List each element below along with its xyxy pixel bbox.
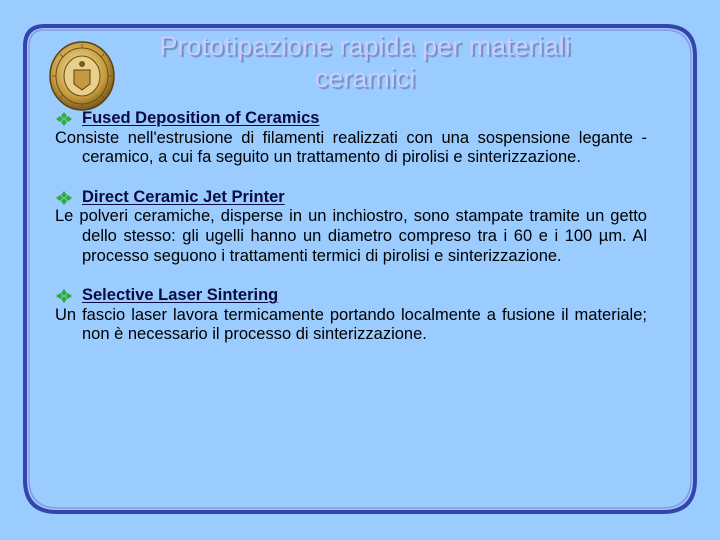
section-heading bbox=[55, 188, 647, 208]
slide-content bbox=[55, 109, 647, 365]
section-body: Le polveri ceramiche, disperse in un inchiostro, sono stampate tramite un getto dello stesso: gli ugelli hanno un diametro compreso tra i 60 e i 100 µm. Al processo seguono i trattamenti termici di pirolisi e sinterizzazione. bbox=[55, 207, 647, 265]
slide-title bbox=[110, 30, 620, 94]
section-direct-ceramic-jet bbox=[55, 188, 647, 266]
section-body: Consiste nell'estrusione di filamenti realizzati con una sospensione legante - ceramico, a cui fa seguito un trattamento di pirolisi e sinterizzazione. bbox=[55, 128, 647, 167]
section-selective-laser bbox=[55, 286, 647, 345]
slide-title-line-1: Prototipazione rapida per materiali bbox=[159, 31, 571, 61]
section-body: Un fascio laser lavora termicamente portando localmente a fusione il materiale; non è necessario il processo di sinterizzazione. bbox=[55, 305, 647, 344]
section-heading bbox=[55, 286, 647, 306]
slide-title-line-2: ceramici bbox=[314, 63, 416, 93]
section-heading-text: Fused Deposition of Ceramics bbox=[82, 109, 320, 127]
section-fused-deposition bbox=[55, 109, 647, 168]
section-heading-text: Selective Laser Sintering bbox=[82, 286, 279, 305]
diamond-bullet-icon bbox=[55, 111, 73, 127]
university-seal-logo bbox=[48, 40, 116, 112]
section-heading-text: Direct Ceramic Jet Printer bbox=[82, 187, 285, 206]
diamond-bullet-icon bbox=[55, 190, 73, 206]
section-heading bbox=[55, 109, 647, 129]
diamond-bullet-icon bbox=[55, 288, 73, 304]
